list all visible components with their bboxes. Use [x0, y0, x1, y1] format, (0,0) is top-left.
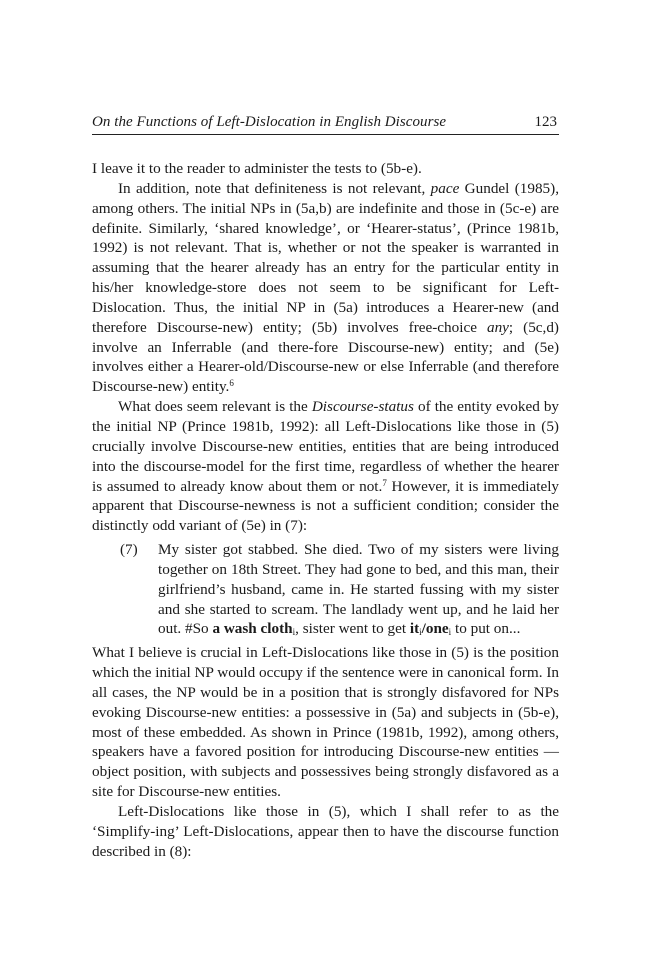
- paragraph-4: [92, 643, 559, 802]
- running-title: On the Functions of Left-Dislocation in English Discourse: [92, 114, 447, 130]
- running-header: [92, 114, 559, 135]
- p3-text-a: What does seem relevant is the: [118, 398, 308, 416]
- paragraph-5: [92, 802, 559, 862]
- paragraph-4-text: What I believe is crucial in Left-Dislocations like those in (5) is the position which the initial NP would occupy if the sentence were in canonical form. In all cases, the NP would be in a position that is strongly disfavored for NPs evoking Discourse-new entities: a possessive in (5a) and subjects in (5b-e), most of these embedded. As shown in Prince (1981b, 1992), among others, speakers have a favored position for introducing Discourse-new entities — object position, with subjects and possessives being strongly disfavored as a site for Discourse-new entities.: [92, 644, 559, 801]
- p3-term-italic: Discourse-status: [311, 398, 414, 416]
- example-text-b: , sister went to get: [295, 620, 407, 638]
- p3-text-c: However, it is immediately apparent that Discourse-newness is not a sufficient condition; consider the distinctly odd variant of (5e) in (7):: [92, 477, 560, 535]
- p2-any-italic: any: [486, 318, 509, 336]
- p2-text-a: In addition, note that definiteness is not relevant,: [118, 179, 426, 197]
- paragraph-2: [92, 179, 559, 397]
- example-text-a: My sister got stabbed. She died. Two of my sisters were living together on 18th Street. They had gone to bed, and this man, their girlfriend’s husband, came in. He started fussing with my sister and she started to scream. The landlady went up, and he laid her out. #So: [158, 541, 559, 638]
- p3-text-b: of the entity evoked by the initial NP (Prince 1981b, 1992): all Left-Dislocations like those in (5) crucially involve Discourse-new entities, entities that are being introduced into the discourse-model for the first time, regardless of whether the hearer is assumed to already know about them or not.: [92, 398, 560, 495]
- paragraph-1-text: I leave it to the reader to administer the tests to (5b-e).: [92, 160, 422, 177]
- p2-text-b: Gundel (1985), among others. The initial NPs in (5a,b) are indefinite and those in (5c-e) are definite. Similarly, ‘shared knowledge’, or ‘Hearer-status’, (Prince 1981b, 1992) is not relevant. That is, whether or not the speaker is warranted in assuming that the hearer already has an entry for the particular entity in his/her knowledge-store does not seem to be significant for Left-Dislocation. Thus, the initial NP in (5a) introduces a Hearer-new (and therefore Discourse-new) entity; (5b) involves free-choice: [92, 179, 560, 336]
- example-bold-one: /one: [421, 620, 449, 638]
- paragraph-3: [92, 397, 559, 536]
- footnote-marker-7: 7: [382, 477, 387, 488]
- example-index-1: i: [292, 627, 296, 638]
- example-bold-it: it: [409, 620, 420, 638]
- example-number: (7): [120, 541, 138, 559]
- paragraph-1: [92, 159, 559, 179]
- p2-pace-italic: pace: [430, 179, 460, 197]
- example-index-2: i: [419, 627, 422, 638]
- page-number: 123: [534, 114, 557, 130]
- example-index-3: i: [448, 627, 452, 638]
- example-bold-wash-cloth: a wash cloth: [212, 620, 293, 638]
- example-text: [158, 540, 559, 639]
- body-text: [92, 159, 559, 862]
- footnote-marker-6: 6: [229, 378, 234, 389]
- paragraph-5-text: Left-Dislocations like those in (5), which I shall refer to as the ‘Simplify-ing’ Left-Dislocations, appear then to have the discourse function described in (8):: [92, 803, 559, 860]
- p2-text-c: ; (5c,d) involve an Inferrable (and there-fore Discourse-new) entity; and (5e) involves either a Hearer-old/Discourse-new or else Inferrable (and therefore Discourse-new) entity.: [92, 318, 559, 396]
- example-7: [120, 540, 559, 639]
- example-text-c: to put on...: [454, 620, 521, 638]
